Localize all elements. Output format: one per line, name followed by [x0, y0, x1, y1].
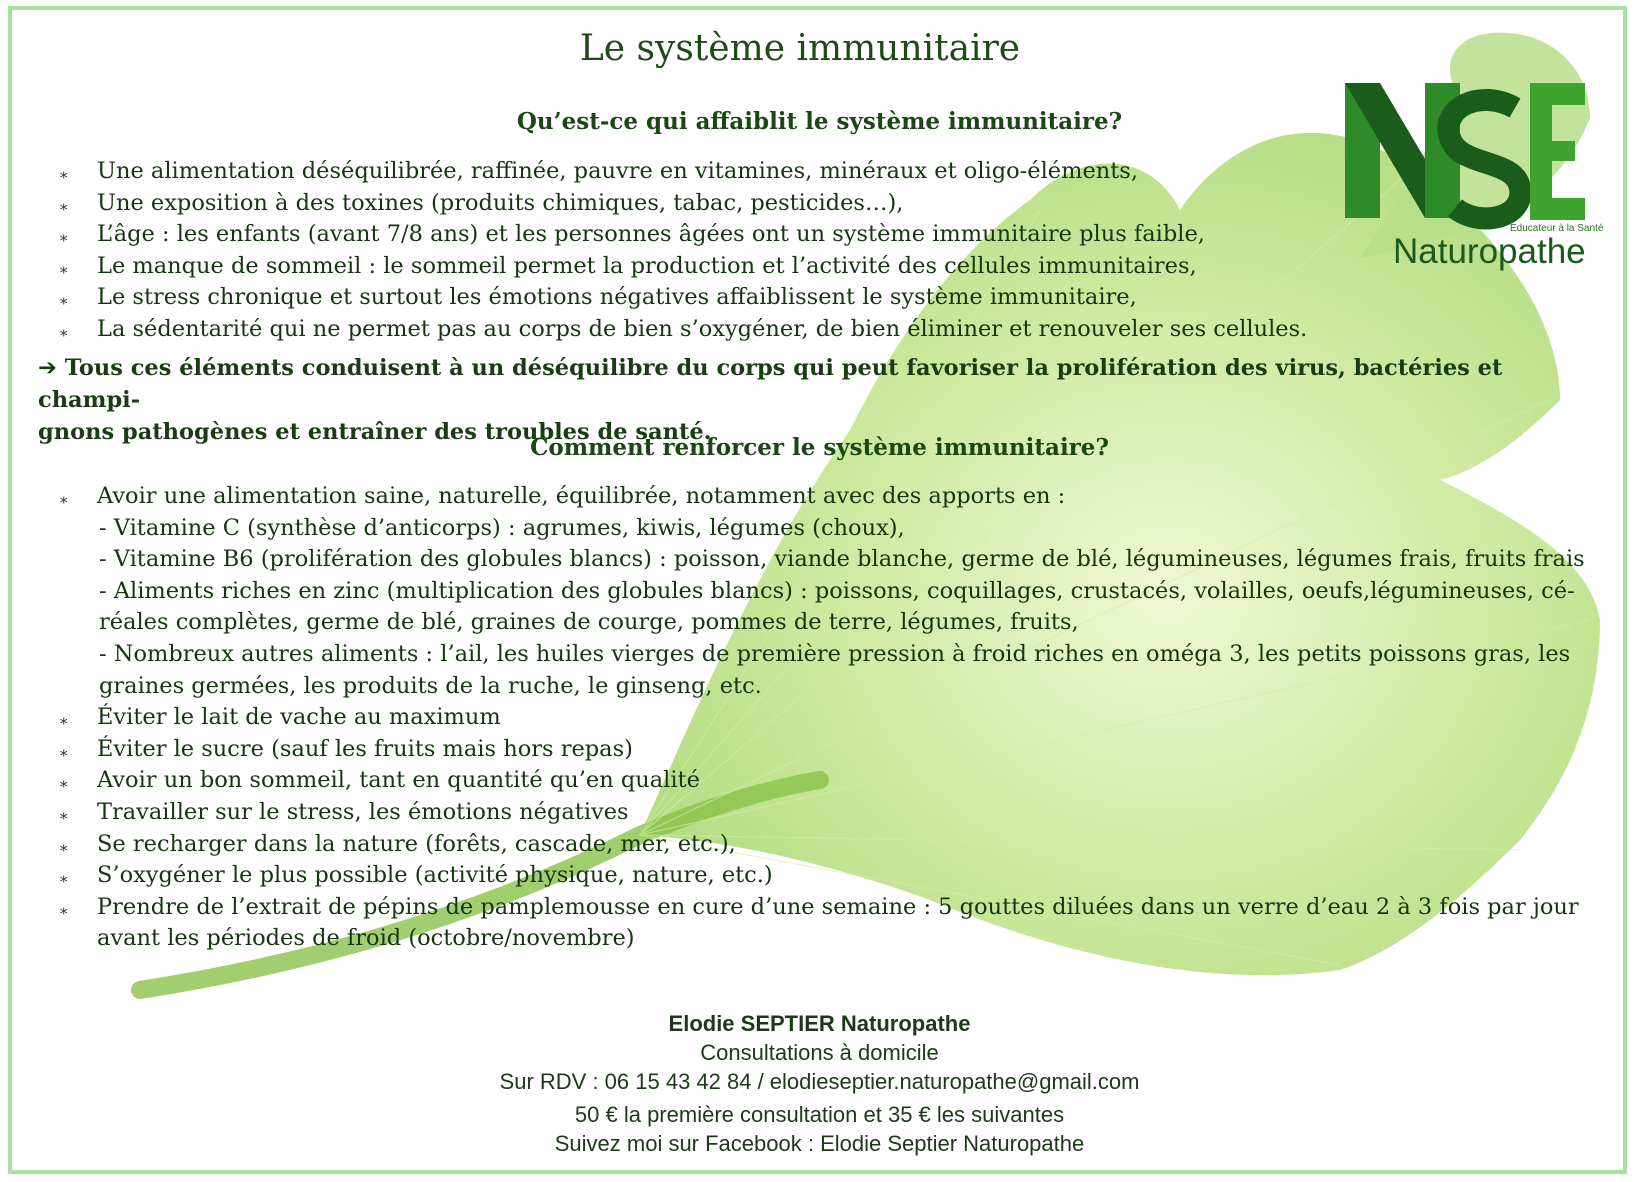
weaken-list [60, 156, 1540, 346]
bullet-icon: ⁎ [60, 489, 68, 507]
bullet-icon: ⁎ [60, 290, 68, 309]
sub-line: graines germées, les produits de la ruche, le ginseng, etc. [99, 672, 762, 699]
bullet-icon: ⁎ [60, 804, 68, 823]
sub-line: - Aliments riches en zinc (multiplication des globules blancs) : poissons, coquillages, crustacés, volailles, oeufs,légumineuses, cé- [99, 577, 1575, 604]
bullet-icon: ⁎ [60, 321, 68, 340]
list-item: ⁎ La sédentarité qui ne permet pas au corps de bien s’oxygéner, de bien éliminer et renouveler ses cellules. [60, 314, 1540, 346]
section-heading-strengthen: Comment renforcer le système immunitaire? [530, 434, 1109, 461]
sub-line: - Vitamine C (synthèse d’anticorps) : agrumes, kiwis, légumes (choux), [99, 514, 905, 541]
list-item: ⁎ L’âge : les enfants (avant 7/8 ans) et les personnes âgées ont un système immunitaire plus faible, [60, 219, 1540, 251]
bullet-icon: ⁎ [60, 836, 68, 855]
list-item: ⁎ Prendre de l’extrait de pépins de pamplemousse en cure d’une semaine : 5 gouttes diluées dans un verre d’eau 2 à 3 fois par jour avant les périodes de froid (octobre/novembre) [60, 893, 1579, 952]
list-item: ⁎ Avoir un bon sommeil, tant en quantité qu’en qualité [60, 765, 1605, 797]
list-item: ⁎ Éviter le lait de vache au maximum [60, 702, 1605, 734]
list-item: ⁎ Une exposition à des toxines (produits chimiques, tabac, pesticides…), [60, 188, 1540, 220]
sub-line: - Vitamine B6 (prolifération des globules blancs) : poisson, viande blanche, germe de blé, légumineuses, légumes frais, fruits frais [99, 546, 1585, 573]
footer-consultations: Consultations à domicile [700, 1040, 939, 1065]
bullet-icon: ⁎ [60, 773, 68, 792]
list-item: ⁎ S’oxygéner le plus possible (activité physique, nature, etc.) [60, 860, 1605, 892]
logo-name: Naturopathe [1393, 232, 1586, 271]
section-heading-weaken: Qu’est-ce qui affaiblit le système immunitaire? [516, 108, 1123, 135]
sub-line: - Nombreux autres aliments : l’ail, les huiles vierges de première pression à froid riches en oméga 3, les petits poissons gras, les [99, 640, 1571, 667]
sub-line: réales complètes, germe de blé, graines de courge, pommes de terre, légumes, fruits, [99, 609, 1079, 636]
bullet-icon: ⁎ [60, 899, 68, 918]
footer-contact: Sur RDV : 06 15 43 42 84 / elodieseptier.naturopathe@gmail.com [499, 1069, 1140, 1094]
bullet-icon: ⁎ [60, 710, 68, 729]
conclusion-text: ➔ Tous ces éléments conduisent à un déséquilibre du corps qui peut favoriser la prolifération des virus, bactéries et champi- gnons pathogènes et entraîner des troubles de santé. [38, 355, 1503, 445]
bullet-icon: ⁎ [60, 868, 68, 887]
bullet-icon: ⁎ [60, 258, 68, 277]
footer-pricing: 50 € la première consultation et 35 € les suivantes [574, 1102, 1065, 1127]
list-item: ⁎ Avoir une alimentation saine, naturelle, équilibrée, notamment avec des apports en : - Vitamine C (synthèse d’anticorps) : agrumes, kiwis, légumes (choux), - Vitamine B6 (prolifération des globules blancs) : poisson, viande blanche, germe de blé, légumineuses, légumes frais, fruits frais - Aliments riches en zinc (multiplication des globules blancs) : poissons, coquillages, crustacés, volailles, oeufs,légumineuses, cé- réales complètes, germe de blé, graines de courge, pommes de terre, légumes, fruits, - Nombreux autres aliments : l’ail, les huiles vierges de première pression à froid riches en oméga 3, les petits poissons gras, les graines germées, les produits de la ruche, le ginseng, etc. [60, 481, 1605, 702]
list-item: ⁎ Le manque de sommeil : le sommeil permet la production et l’activité des cellules immunitaires, [60, 251, 1540, 283]
page-title: Le système immunitaire [579, 28, 1021, 69]
footer-facebook: Suivez moi sur Facebook : Elodie Septier Naturopathe [554, 1131, 1085, 1156]
strengthen-list [60, 481, 1605, 955]
arrow-icon: ➔ [38, 355, 57, 381]
logo-tagline: Educateur à la Santé [1510, 223, 1604, 234]
list-item: ⁎ Se recharger dans la nature (forêts, cascade, mer, etc.), [60, 829, 1605, 861]
list-item: ⁎ Travailler sur le stress, les émotions négatives [60, 797, 1605, 829]
bullet-icon: ⁎ [60, 227, 68, 246]
bullet-icon: ⁎ [60, 741, 68, 760]
bullet-icon: ⁎ [60, 195, 68, 214]
list-item: ⁎ Éviter le sucre (sauf les fruits mais hors repas) [60, 734, 1605, 766]
list-item: ⁎ Le stress chronique et surtout les émotions négatives affaiblissent le système immunitaire, [60, 282, 1540, 314]
bullet-icon: ⁎ [60, 164, 68, 182]
footer-name: Elodie SEPTIER Naturopathe [668, 1011, 971, 1036]
list-item: ⁎ Une alimentation déséquilibrée, raffinée, pauvre en vitamines, minéraux et oligo-éléments, [60, 156, 1540, 188]
